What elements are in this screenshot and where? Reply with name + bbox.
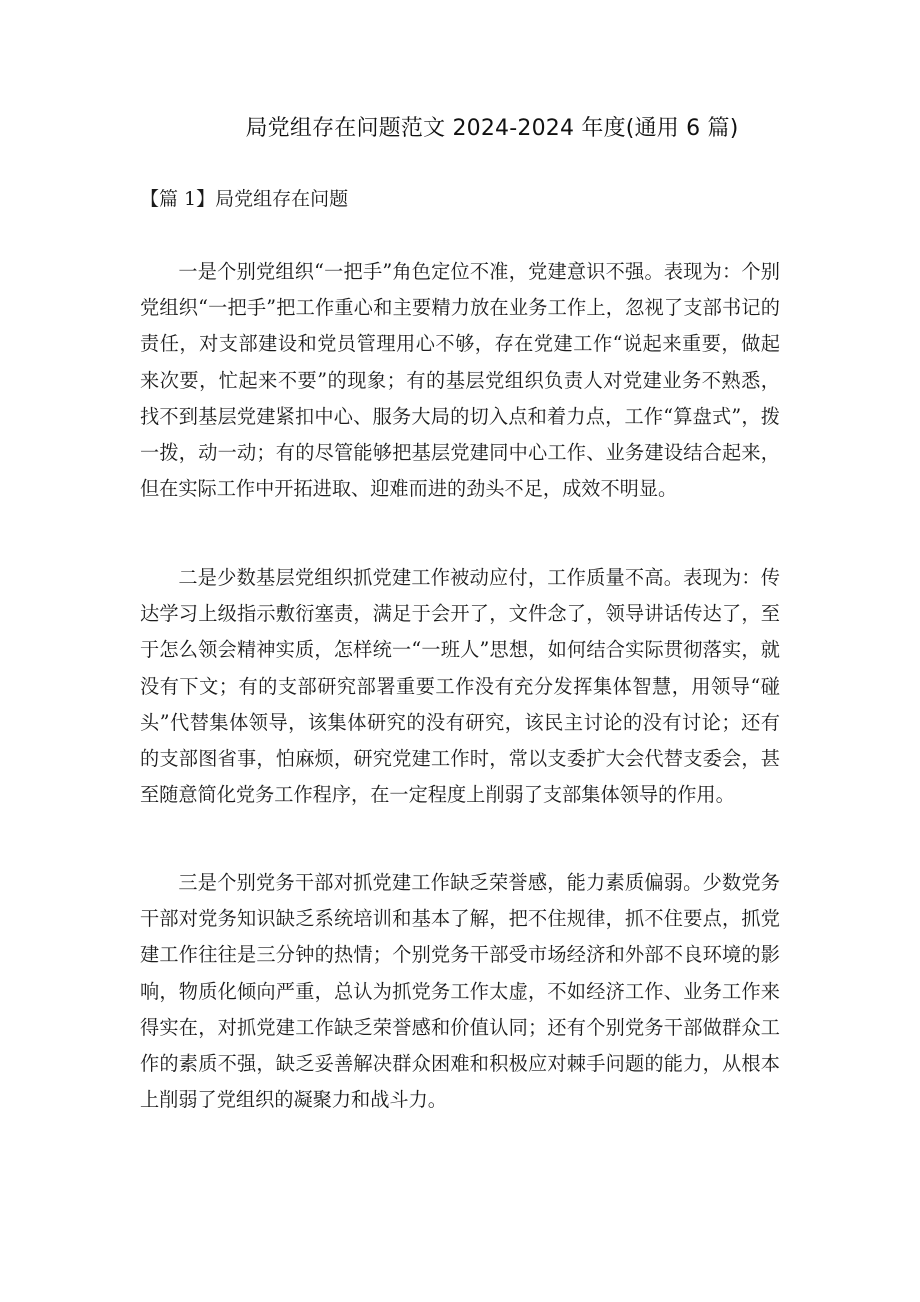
paragraph-1: 一是个别党组织“一把手”角色定位不准，党建意识不强。表现为：个别党组织“一把手”把工作重心和主要精力放在业务工作上，忽视了支部书记的责任，对支部建设和党员管理用心不够，存在党建工作“说起来重要，做起来次要，忙起来不要”的现象；有的基层党组织负责人对党建业务不熟悉，找不到基层党建紧扣中心、服务大局的切入点和着力点，工作“算盘式”，拨一拨，动一动；有的尽管能够把基层党建同中心工作、业务建设结合起来，但在实际工作中开拓进取、迎难而进的劲头不足，成效不明显。 [140,260,780,501]
document-title: 局党组存在问题范文 2024-2024 年度(通用 6 篇) [245,116,739,141]
section-heading: 【篇 1】局党组存在问题 [140,188,349,210]
paragraph-3: 三是个别党务干部对抓党建工作缺乏荣誉感，能力素质偏弱。少数党务干部对党务知识缺乏系统培训和基本了解，把不住规律，抓不住要点，抓党建工作往往是三分钟的热情；个别党务干部受市场经济和外部不良环境的影响，物质化倾向严重，总认为抓党务工作太虚，不如经济工作、业务工作来得实在，对抓党建工作缺乏荣誉感和价值认同；还有个别党务干部做群众工作的素质不强，缺乏妥善解决群众困难和积极应对棘手问题的能力，从根本上削弱了党组织的凝聚力和战斗力。 [140,871,780,1112]
paragraph-2: 二是少数基层党组织抓党建工作被动应付，工作质量不高。表现为：传达学习上级指示敷衍塞责，满足于会开了，文件念了，领导讲话传达了，至于怎么领会精神实质，怎样统一“一班人”思想，如何结合实际贯彻落实，就没有下文；有的支部研究部署重要工作没有充分发挥集体智慧，用领导“碰头”代替集体领导，该集体研究的没有研究，该民主讨论的没有讨论；还有的支部图省事，怕麻烦，研究党建工作时，常以支委扩大会代替支委会，甚至随意简化党务工作程序，在一定程度上削弱了支部集体领导的作用。 [140,566,780,807]
